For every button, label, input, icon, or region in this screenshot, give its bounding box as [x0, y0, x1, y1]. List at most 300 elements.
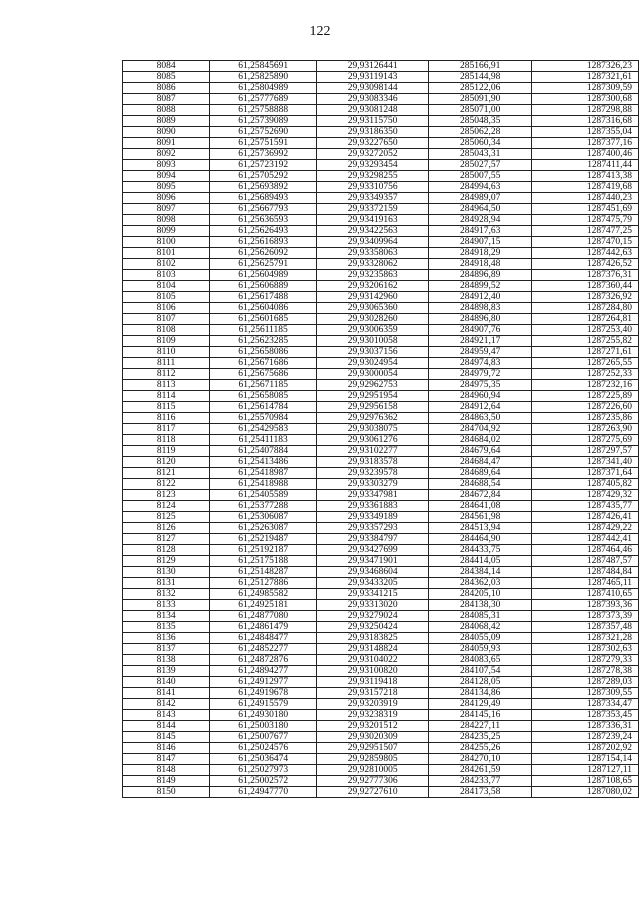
- latitude-cell: 61,25127886: [210, 578, 317, 589]
- longitude-cell: 29,93303279: [317, 479, 429, 490]
- latitude-cell: 61,25429583: [210, 424, 317, 435]
- point-number-cell: 8084: [123, 61, 210, 72]
- table-row: [123, 490, 639, 501]
- table-row: [123, 281, 639, 292]
- latitude-cell: 61,25611185: [210, 325, 317, 336]
- latitude-cell: 61,25604989: [210, 270, 317, 281]
- latitude-cell: 61,25024576: [210, 743, 317, 754]
- longitude-cell: 29,93433205: [317, 578, 429, 589]
- y-coordinate-cell: 1287355,04: [532, 127, 639, 138]
- latitude-cell: 61,25405589: [210, 490, 317, 501]
- latitude-cell: 61,25845691: [210, 61, 317, 72]
- point-number-cell: 8146: [123, 743, 210, 754]
- longitude-cell: 29,92951507: [317, 743, 429, 754]
- table-row: [123, 765, 639, 776]
- y-coordinate-cell: 1287464,46: [532, 545, 639, 556]
- latitude-cell: 61,25413486: [210, 457, 317, 468]
- table-row: [123, 347, 639, 358]
- table-row: [123, 248, 639, 259]
- point-number-cell: 8116: [123, 413, 210, 424]
- table-row: [123, 325, 639, 336]
- y-coordinate-cell: 1287321,61: [532, 72, 639, 83]
- point-number-cell: 8089: [123, 116, 210, 127]
- point-number-cell: 8148: [123, 765, 210, 776]
- x-coordinate-cell: 284989,07: [429, 193, 532, 204]
- point-number-cell: 8087: [123, 94, 210, 105]
- point-number-cell: 8142: [123, 699, 210, 710]
- y-coordinate-cell: 1287263,90: [532, 424, 639, 435]
- x-coordinate-cell: 284912,64: [429, 402, 532, 413]
- longitude-cell: 29,93061276: [317, 435, 429, 446]
- point-number-cell: 8145: [123, 732, 210, 743]
- y-coordinate-cell: 1287442,63: [532, 248, 639, 259]
- y-coordinate-cell: 1287357,48: [532, 622, 639, 633]
- point-number-cell: 8141: [123, 688, 210, 699]
- point-number-cell: 8094: [123, 171, 210, 182]
- y-coordinate-cell: 1287275,69: [532, 435, 639, 446]
- latitude-cell: 61,24872876: [210, 655, 317, 666]
- longitude-cell: 29,93148824: [317, 644, 429, 655]
- longitude-cell: 29,92976362: [317, 413, 429, 424]
- y-coordinate-cell: 1287300,68: [532, 94, 639, 105]
- point-number-cell: 8149: [123, 776, 210, 787]
- longitude-cell: 29,93186350: [317, 127, 429, 138]
- latitude-cell: 61,25667793: [210, 204, 317, 215]
- x-coordinate-cell: 284688,54: [429, 479, 532, 490]
- latitude-cell: 61,25675686: [210, 369, 317, 380]
- y-coordinate-cell: 1287154,14: [532, 754, 639, 765]
- y-coordinate-cell: 1287353,45: [532, 710, 639, 721]
- table-row: [123, 644, 639, 655]
- y-coordinate-cell: 1287334,47: [532, 699, 639, 710]
- point-number-cell: 8100: [123, 237, 210, 248]
- point-number-cell: 8136: [123, 633, 210, 644]
- latitude-cell: 61,25751591: [210, 138, 317, 149]
- longitude-cell: 29,93100820: [317, 666, 429, 677]
- y-coordinate-cell: 1287487,57: [532, 556, 639, 567]
- longitude-cell: 29,93024954: [317, 358, 429, 369]
- x-coordinate-cell: 285071,00: [429, 105, 532, 116]
- longitude-cell: 29,92810005: [317, 765, 429, 776]
- table-row: [123, 215, 639, 226]
- table-row: [123, 413, 639, 424]
- table-row: [123, 776, 639, 787]
- point-number-cell: 8130: [123, 567, 210, 578]
- longitude-cell: 29,93010058: [317, 336, 429, 347]
- longitude-cell: 29,93081248: [317, 105, 429, 116]
- latitude-cell: 61,25606889: [210, 281, 317, 292]
- x-coordinate-cell: 284917,63: [429, 226, 532, 237]
- point-number-cell: 8129: [123, 556, 210, 567]
- longitude-cell: 29,93468604: [317, 567, 429, 578]
- y-coordinate-cell: 1287226,60: [532, 402, 639, 413]
- y-coordinate-cell: 1287309,55: [532, 688, 639, 699]
- table-row: [123, 237, 639, 248]
- page-number: 122: [309, 24, 331, 39]
- table-row: [123, 622, 639, 633]
- latitude-cell: 61,25705292: [210, 171, 317, 182]
- longitude-cell: 29,93020309: [317, 732, 429, 743]
- x-coordinate-cell: 284641,08: [429, 501, 532, 512]
- longitude-cell: 29,93272052: [317, 149, 429, 160]
- y-coordinate-cell: 1287470,15: [532, 237, 639, 248]
- x-coordinate-cell: 284235,25: [429, 732, 532, 743]
- point-number-cell: 8120: [123, 457, 210, 468]
- point-number-cell: 8140: [123, 677, 210, 688]
- latitude-cell: 61,24861479: [210, 622, 317, 633]
- longitude-cell: 29,93115750: [317, 116, 429, 127]
- y-coordinate-cell: 1287252,33: [532, 369, 639, 380]
- longitude-cell: 29,93384797: [317, 534, 429, 545]
- table-row: [123, 193, 639, 204]
- point-number-cell: 8137: [123, 644, 210, 655]
- latitude-cell: 61,25658085: [210, 391, 317, 402]
- point-number-cell: 8107: [123, 314, 210, 325]
- x-coordinate-cell: 284679,64: [429, 446, 532, 457]
- point-number-cell: 8128: [123, 545, 210, 556]
- x-coordinate-cell: 285166,91: [429, 61, 532, 72]
- point-number-cell: 8098: [123, 215, 210, 226]
- longitude-cell: 29,93349357: [317, 193, 429, 204]
- point-number-cell: 8114: [123, 391, 210, 402]
- longitude-cell: 29,93298255: [317, 171, 429, 182]
- x-coordinate-cell: 284055,09: [429, 633, 532, 644]
- table-row: [123, 501, 639, 512]
- y-coordinate-cell: 1287297,57: [532, 446, 639, 457]
- table-row: [123, 754, 639, 765]
- table-row: [123, 710, 639, 721]
- longitude-cell: 29,93427699: [317, 545, 429, 556]
- x-coordinate-cell: 284974,83: [429, 358, 532, 369]
- longitude-cell: 29,93104022: [317, 655, 429, 666]
- table-row: [123, 567, 639, 578]
- latitude-cell: 61,24915579: [210, 699, 317, 710]
- y-coordinate-cell: 1287429,32: [532, 490, 639, 501]
- y-coordinate-cell: 1287377,16: [532, 138, 639, 149]
- point-number-cell: 8134: [123, 611, 210, 622]
- point-number-cell: 8139: [123, 666, 210, 677]
- point-number-cell: 8096: [123, 193, 210, 204]
- y-coordinate-cell: 1287410,65: [532, 589, 639, 600]
- table-row: [123, 402, 639, 413]
- latitude-cell: 61,25825890: [210, 72, 317, 83]
- y-coordinate-cell: 1287326,23: [532, 61, 639, 72]
- point-number-cell: 8101: [123, 248, 210, 259]
- y-coordinate-cell: 1287326,92: [532, 292, 639, 303]
- point-number-cell: 8103: [123, 270, 210, 281]
- longitude-cell: 29,93119143: [317, 72, 429, 83]
- x-coordinate-cell: 284921,17: [429, 336, 532, 347]
- latitude-cell: 61,25804989: [210, 83, 317, 94]
- table-row: [123, 655, 639, 666]
- x-coordinate-cell: 284362,03: [429, 578, 532, 589]
- table-row: [123, 61, 639, 72]
- longitude-cell: 29,93279024: [317, 611, 429, 622]
- point-number-cell: 8113: [123, 380, 210, 391]
- x-coordinate-cell: 284863,50: [429, 413, 532, 424]
- y-coordinate-cell: 1287405,82: [532, 479, 639, 490]
- latitude-cell: 61,24852277: [210, 644, 317, 655]
- table-row: [123, 94, 639, 105]
- point-number-cell: 8127: [123, 534, 210, 545]
- point-number-cell: 8099: [123, 226, 210, 237]
- table-row: [123, 314, 639, 325]
- latitude-cell: 61,24947770: [210, 787, 317, 798]
- x-coordinate-cell: 284129,49: [429, 699, 532, 710]
- latitude-cell: 61,25614784: [210, 402, 317, 413]
- x-coordinate-cell: 284261,59: [429, 765, 532, 776]
- latitude-cell: 61,24925181: [210, 600, 317, 611]
- x-coordinate-cell: 284173,58: [429, 787, 532, 798]
- latitude-cell: 61,24912977: [210, 677, 317, 688]
- table-row: [123, 743, 639, 754]
- longitude-cell: 29,93119418: [317, 677, 429, 688]
- point-number-cell: 8132: [123, 589, 210, 600]
- y-coordinate-cell: 1287373,39: [532, 611, 639, 622]
- longitude-cell: 29,93083346: [317, 94, 429, 105]
- y-coordinate-cell: 1287202,92: [532, 743, 639, 754]
- x-coordinate-cell: 284270,10: [429, 754, 532, 765]
- x-coordinate-cell: 284464,90: [429, 534, 532, 545]
- point-number-cell: 8086: [123, 83, 210, 94]
- table-row: [123, 369, 639, 380]
- latitude-cell: 61,25407884: [210, 446, 317, 457]
- point-number-cell: 8121: [123, 468, 210, 479]
- latitude-cell: 61,25175188: [210, 556, 317, 567]
- point-number-cell: 8104: [123, 281, 210, 292]
- y-coordinate-cell: 1287465,11: [532, 578, 639, 589]
- point-number-cell: 8092: [123, 149, 210, 160]
- x-coordinate-cell: 284138,30: [429, 600, 532, 611]
- x-coordinate-cell: 285007,55: [429, 171, 532, 182]
- latitude-cell: 61,24930180: [210, 710, 317, 721]
- latitude-cell: 61,25623285: [210, 336, 317, 347]
- table-row: [123, 336, 639, 347]
- table-row: [123, 149, 639, 160]
- x-coordinate-cell: 284128,05: [429, 677, 532, 688]
- y-coordinate-cell: 1287284,80: [532, 303, 639, 314]
- point-number-cell: 8144: [123, 721, 210, 732]
- longitude-cell: 29,93372159: [317, 204, 429, 215]
- table-row: [123, 138, 639, 149]
- table-row: [123, 512, 639, 523]
- latitude-cell: 61,25377288: [210, 501, 317, 512]
- latitude-cell: 61,25036474: [210, 754, 317, 765]
- x-coordinate-cell: 284918,48: [429, 259, 532, 270]
- longitude-cell: 29,93000054: [317, 369, 429, 380]
- latitude-cell: 61,25604086: [210, 303, 317, 314]
- x-coordinate-cell: 284964,50: [429, 204, 532, 215]
- y-coordinate-cell: 1287264,81: [532, 314, 639, 325]
- table-row: [123, 116, 639, 127]
- point-number-cell: 8102: [123, 259, 210, 270]
- latitude-cell: 61,25027973: [210, 765, 317, 776]
- longitude-cell: 29,93361883: [317, 501, 429, 512]
- longitude-cell: 29,92962753: [317, 380, 429, 391]
- y-coordinate-cell: 1287435,77: [532, 501, 639, 512]
- y-coordinate-cell: 1287309,59: [532, 83, 639, 94]
- latitude-cell: 61,25626092: [210, 248, 317, 259]
- y-coordinate-cell: 1287484,84: [532, 567, 639, 578]
- latitude-cell: 61,24985582: [210, 589, 317, 600]
- longitude-cell: 29,93293454: [317, 160, 429, 171]
- point-number-cell: 8131: [123, 578, 210, 589]
- table-row: [123, 633, 639, 644]
- x-coordinate-cell: 284907,15: [429, 237, 532, 248]
- latitude-cell: 61,25570984: [210, 413, 317, 424]
- point-number-cell: 8125: [123, 512, 210, 523]
- x-coordinate-cell: 285144,98: [429, 72, 532, 83]
- y-coordinate-cell: 1287371,64: [532, 468, 639, 479]
- longitude-cell: 29,93038075: [317, 424, 429, 435]
- y-coordinate-cell: 1287442,41: [532, 534, 639, 545]
- y-coordinate-cell: 1287225,89: [532, 391, 639, 402]
- latitude-cell: 61,25003180: [210, 721, 317, 732]
- table-row: [123, 721, 639, 732]
- longitude-cell: 29,92859805: [317, 754, 429, 765]
- longitude-cell: 29,93358063: [317, 248, 429, 259]
- latitude-cell: 61,25636593: [210, 215, 317, 226]
- y-coordinate-cell: 1287451,69: [532, 204, 639, 215]
- y-coordinate-cell: 1287475,79: [532, 215, 639, 226]
- longitude-cell: 29,93098144: [317, 83, 429, 94]
- x-coordinate-cell: 284085,31: [429, 611, 532, 622]
- point-number-cell: 8115: [123, 402, 210, 413]
- x-coordinate-cell: 284107,54: [429, 666, 532, 677]
- longitude-cell: 29,93183578: [317, 457, 429, 468]
- x-coordinate-cell: 284689,64: [429, 468, 532, 479]
- latitude-cell: 61,25777689: [210, 94, 317, 105]
- longitude-cell: 29,93157218: [317, 688, 429, 699]
- x-coordinate-cell: 284433,75: [429, 545, 532, 556]
- latitude-cell: 61,25758888: [210, 105, 317, 116]
- x-coordinate-cell: 284959,47: [429, 347, 532, 358]
- x-coordinate-cell: 285062,28: [429, 127, 532, 138]
- y-coordinate-cell: 1287108,65: [532, 776, 639, 787]
- latitude-cell: 61,25219487: [210, 534, 317, 545]
- longitude-cell: 29,93206162: [317, 281, 429, 292]
- table-row: [123, 457, 639, 468]
- point-number-cell: 8097: [123, 204, 210, 215]
- y-coordinate-cell: 1287321,28: [532, 633, 639, 644]
- y-coordinate-cell: 1287232,16: [532, 380, 639, 391]
- longitude-cell: 29,93203919: [317, 699, 429, 710]
- point-number-cell: 8109: [123, 336, 210, 347]
- table-row: [123, 479, 639, 490]
- point-number-cell: 8135: [123, 622, 210, 633]
- y-coordinate-cell: 1287271,61: [532, 347, 639, 358]
- x-coordinate-cell: 284907,76: [429, 325, 532, 336]
- point-number-cell: 8150: [123, 787, 210, 798]
- latitude-cell: 61,25671686: [210, 358, 317, 369]
- point-number-cell: 8110: [123, 347, 210, 358]
- coordinates-table-body: [123, 61, 639, 798]
- x-coordinate-cell: 284255,26: [429, 743, 532, 754]
- x-coordinate-cell: 284704,92: [429, 424, 532, 435]
- point-number-cell: 8143: [123, 710, 210, 721]
- point-number-cell: 8091: [123, 138, 210, 149]
- latitude-cell: 61,25617488: [210, 292, 317, 303]
- x-coordinate-cell: 284672,84: [429, 490, 532, 501]
- y-coordinate-cell: 1287316,68: [532, 116, 639, 127]
- x-coordinate-cell: 285091,90: [429, 94, 532, 105]
- table-row: [123, 358, 639, 369]
- longitude-cell: 29,93419163: [317, 215, 429, 226]
- latitude-cell: 61,25736992: [210, 149, 317, 160]
- longitude-cell: 29,93201512: [317, 721, 429, 732]
- y-coordinate-cell: 1287393,36: [532, 600, 639, 611]
- table-row: [123, 182, 639, 193]
- x-coordinate-cell: 285027,57: [429, 160, 532, 171]
- x-coordinate-cell: 285122,06: [429, 83, 532, 94]
- latitude-cell: 61,24894277: [210, 666, 317, 677]
- y-coordinate-cell: 1287426,52: [532, 259, 639, 270]
- latitude-cell: 61,25739089: [210, 116, 317, 127]
- point-number-cell: 8105: [123, 292, 210, 303]
- table-row: [123, 688, 639, 699]
- x-coordinate-cell: 284561,98: [429, 512, 532, 523]
- table-row: [123, 424, 639, 435]
- table-row: [123, 380, 639, 391]
- x-coordinate-cell: 285048,35: [429, 116, 532, 127]
- latitude-cell: 61,25626493: [210, 226, 317, 237]
- x-coordinate-cell: 284896,89: [429, 270, 532, 281]
- longitude-cell: 29,93471901: [317, 556, 429, 567]
- longitude-cell: 29,93328062: [317, 259, 429, 270]
- longitude-cell: 29,93037156: [317, 347, 429, 358]
- latitude-cell: 61,25752690: [210, 127, 317, 138]
- table-row: [123, 787, 639, 798]
- latitude-cell: 61,25671185: [210, 380, 317, 391]
- table-row: [123, 732, 639, 743]
- table-row: [123, 556, 639, 567]
- x-coordinate-cell: 284384,14: [429, 567, 532, 578]
- x-coordinate-cell: 284068,42: [429, 622, 532, 633]
- y-coordinate-cell: 1287127,11: [532, 765, 639, 776]
- point-number-cell: 8090: [123, 127, 210, 138]
- longitude-cell: 29,93028260: [317, 314, 429, 325]
- longitude-cell: 29,93310756: [317, 182, 429, 193]
- x-coordinate-cell: 284059,93: [429, 644, 532, 655]
- x-coordinate-cell: 284896,80: [429, 314, 532, 325]
- longitude-cell: 29,93357293: [317, 523, 429, 534]
- point-number-cell: 8147: [123, 754, 210, 765]
- longitude-cell: 29,93235863: [317, 270, 429, 281]
- y-coordinate-cell: 1287440,23: [532, 193, 639, 204]
- y-coordinate-cell: 1287426,41: [532, 512, 639, 523]
- longitude-cell: 29,93422563: [317, 226, 429, 237]
- latitude-cell: 61,25616893: [210, 237, 317, 248]
- longitude-cell: 29,93313020: [317, 600, 429, 611]
- x-coordinate-cell: 284233,77: [429, 776, 532, 787]
- point-number-cell: 8124: [123, 501, 210, 512]
- y-coordinate-cell: 1287279,33: [532, 655, 639, 666]
- table-row: [123, 270, 639, 281]
- longitude-cell: 29,93250424: [317, 622, 429, 633]
- point-number-cell: 8123: [123, 490, 210, 501]
- table-row: [123, 259, 639, 270]
- latitude-cell: 61,24848477: [210, 633, 317, 644]
- x-coordinate-cell: 284684,02: [429, 435, 532, 446]
- longitude-cell: 29,93341215: [317, 589, 429, 600]
- point-number-cell: 8093: [123, 160, 210, 171]
- latitude-cell: 61,25148287: [210, 567, 317, 578]
- table-row: [123, 171, 639, 182]
- point-number-cell: 8112: [123, 369, 210, 380]
- table-row: [123, 468, 639, 479]
- y-coordinate-cell: 1287336,31: [532, 721, 639, 732]
- y-coordinate-cell: 1287411,44: [532, 160, 639, 171]
